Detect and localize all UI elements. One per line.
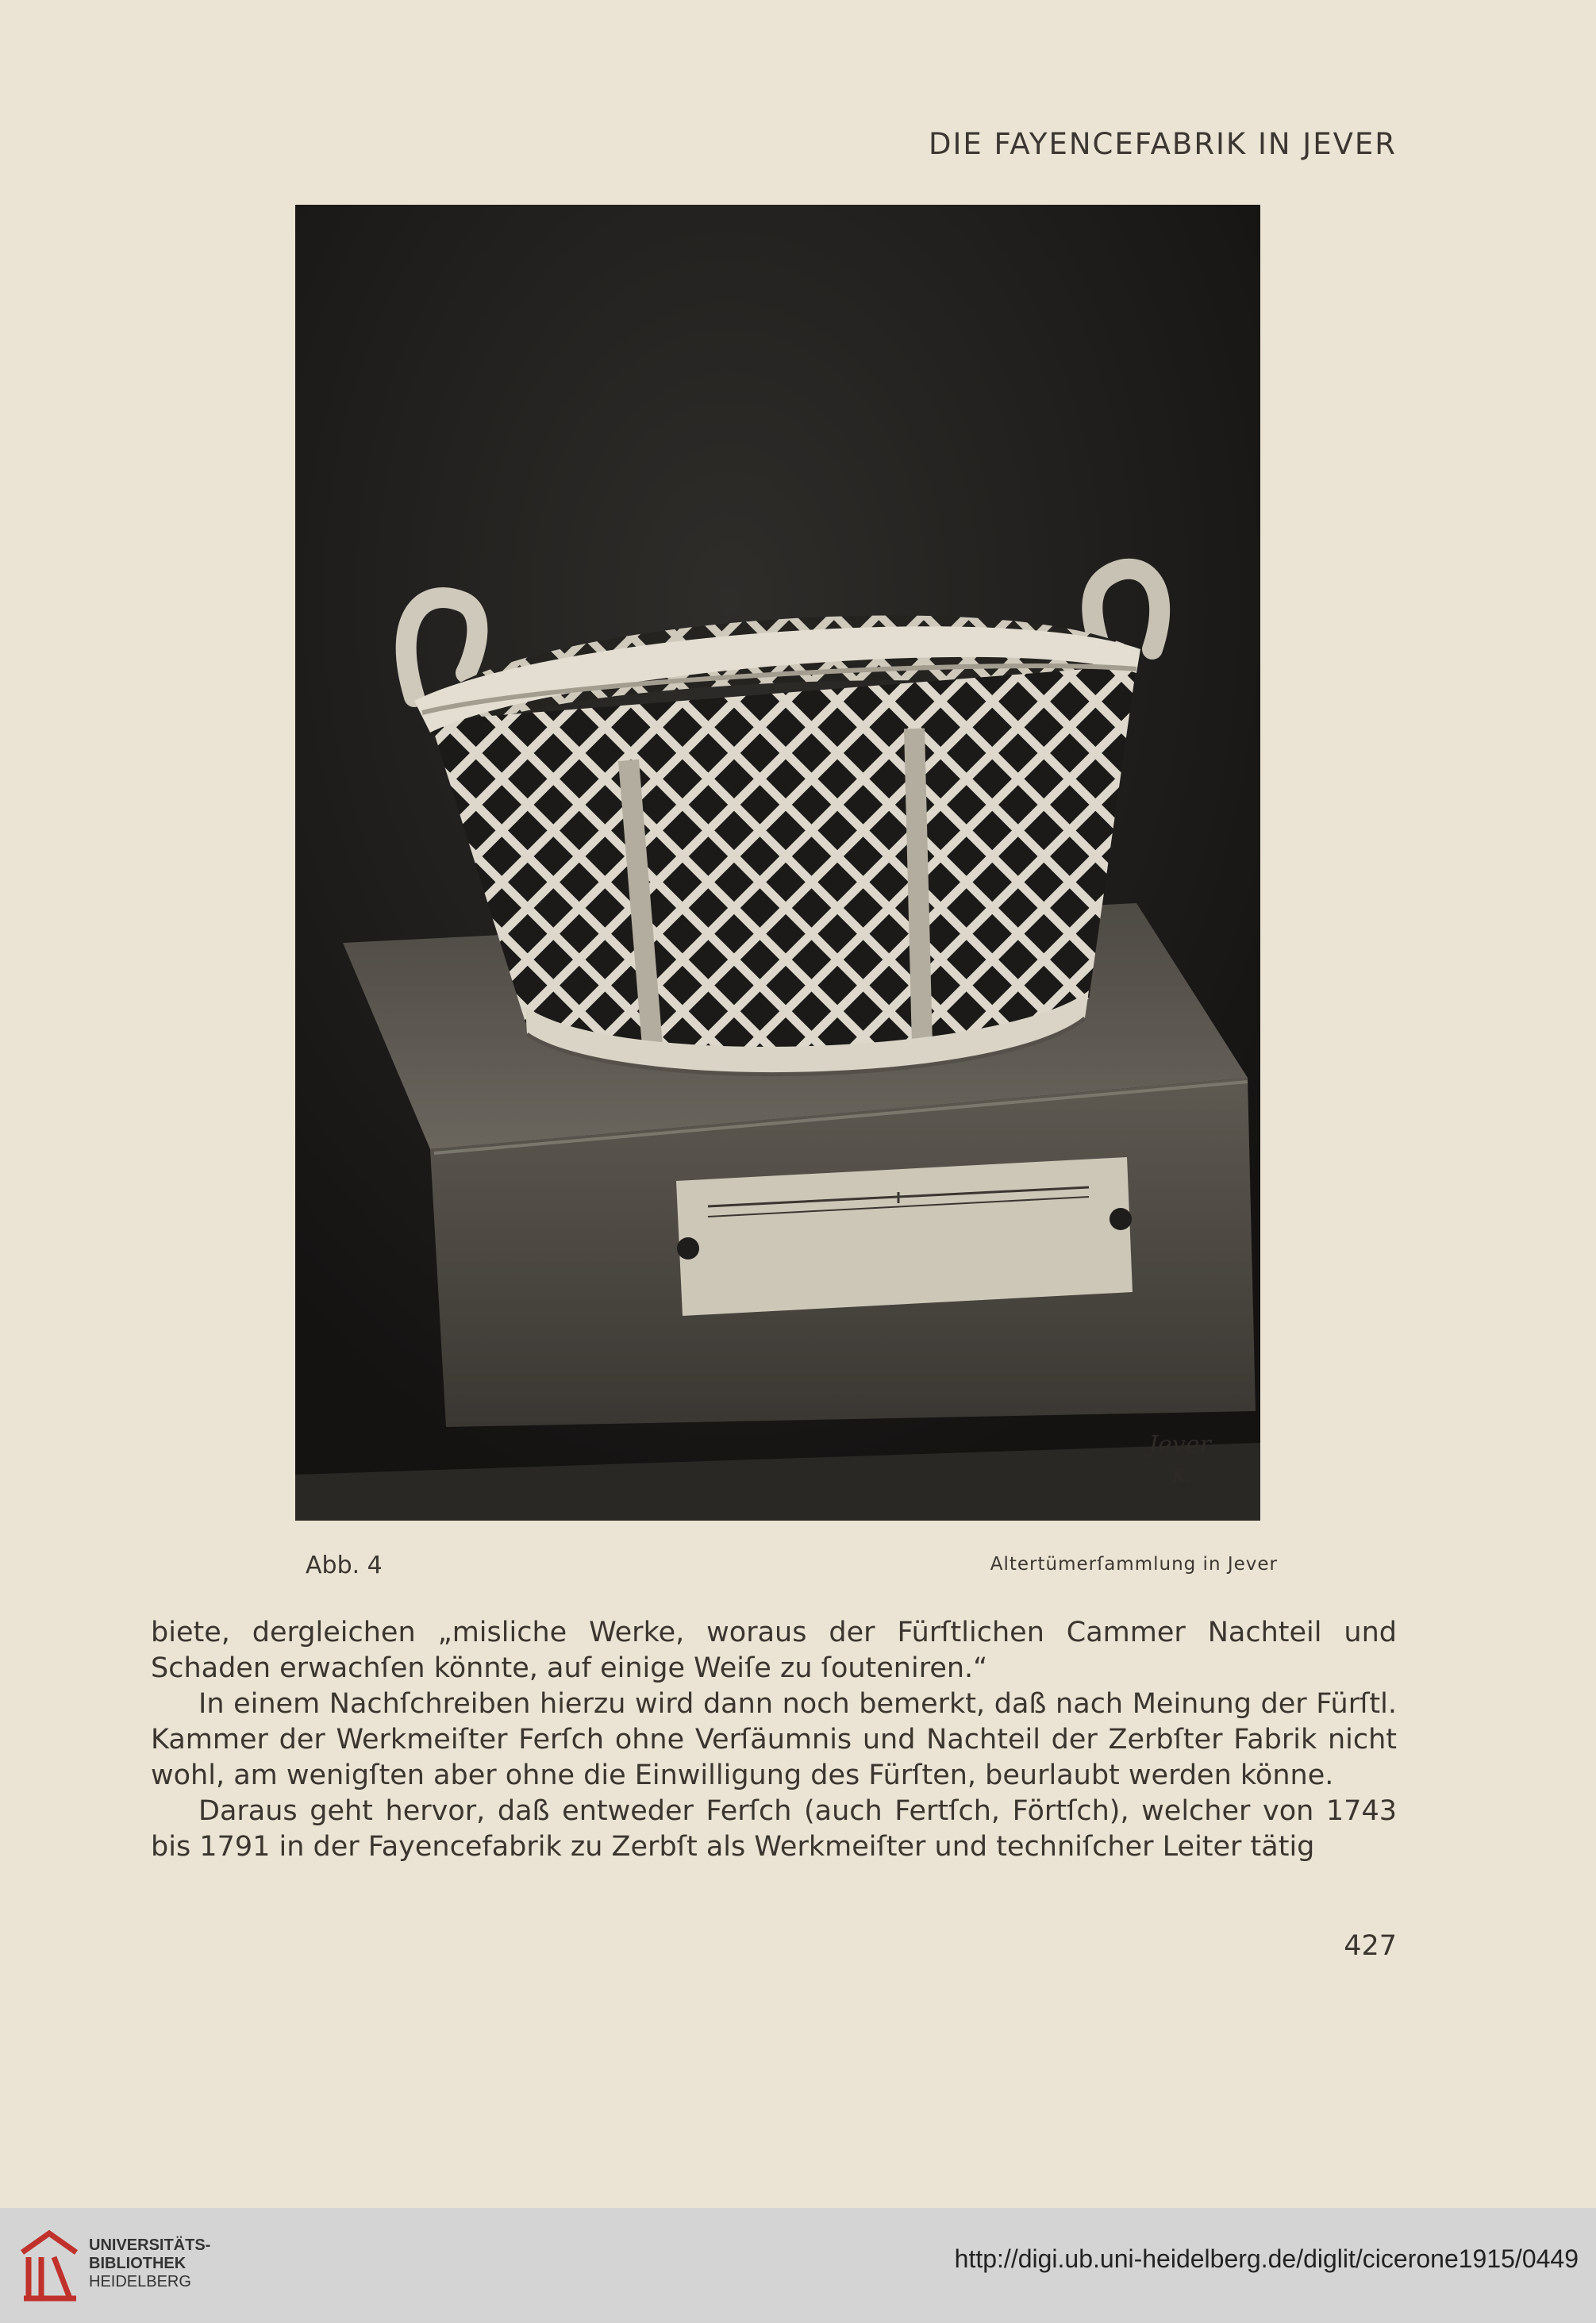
object-label-subtext: K. — [1172, 1467, 1191, 1486]
ub-heidelberg-logo-icon — [17, 2229, 81, 2303]
figure-label: Abb. 4 — [306, 1552, 383, 1579]
body-text — [151, 1615, 1397, 1865]
object-label-text: Jever — [1148, 1431, 1211, 1459]
institution-line: BIBLIOTHEK — [89, 2255, 187, 2272]
digitization-footer — [0, 2208, 1596, 2323]
source-url-link[interactable]: http://digi.ub.uni-heidelberg.de/diglit/cicerone1915/0449 — [954, 2244, 1579, 2273]
running-head: DIE FAYENCEFABRIK IN JEVER — [929, 127, 1397, 161]
institution-line: UNIVERSITÄTS- — [89, 2236, 211, 2254]
figure-photograph — [295, 205, 1260, 1521]
page-number: 427 — [1344, 1930, 1397, 1962]
institution-name — [89, 2236, 210, 2291]
paragraph: Daraus geht hervor, daß entweder Ferſch (auch Fertſch, Förtſch), welcher von 1743 bis 1791 in der Fayencefabrik zu Zerbſt als Werkmeiſter und techniſcher Leiter tätig — [151, 1795, 1397, 1863]
institution-line: HEIDELBERG — [89, 2273, 191, 2290]
paragraph: In einem Nachſchreiben hierzu wird dann noch bemerkt, daß nach Meinung der Fürſtl. Kammer der Werkmeiſter Ferſch ohne Verſäumnis und Nachteil der Zerbſter Fabrik nicht wohl, am wenigſten aber ohne die Einwilligung des Fürſten, beurlaubt werden könne. — [151, 1688, 1397, 1791]
basket-photo-illustration — [295, 205, 1260, 1521]
figure-credit: Altertümerſammlung in Jever — [990, 1554, 1278, 1575]
paragraph: biete, dergleichen „misliche Werke, woraus der Fürſtlichen Cammer Nachteil und Schaden erwachſen könnte, auf einige Weiſe zu ſouteniren.“ — [151, 1617, 1397, 1684]
